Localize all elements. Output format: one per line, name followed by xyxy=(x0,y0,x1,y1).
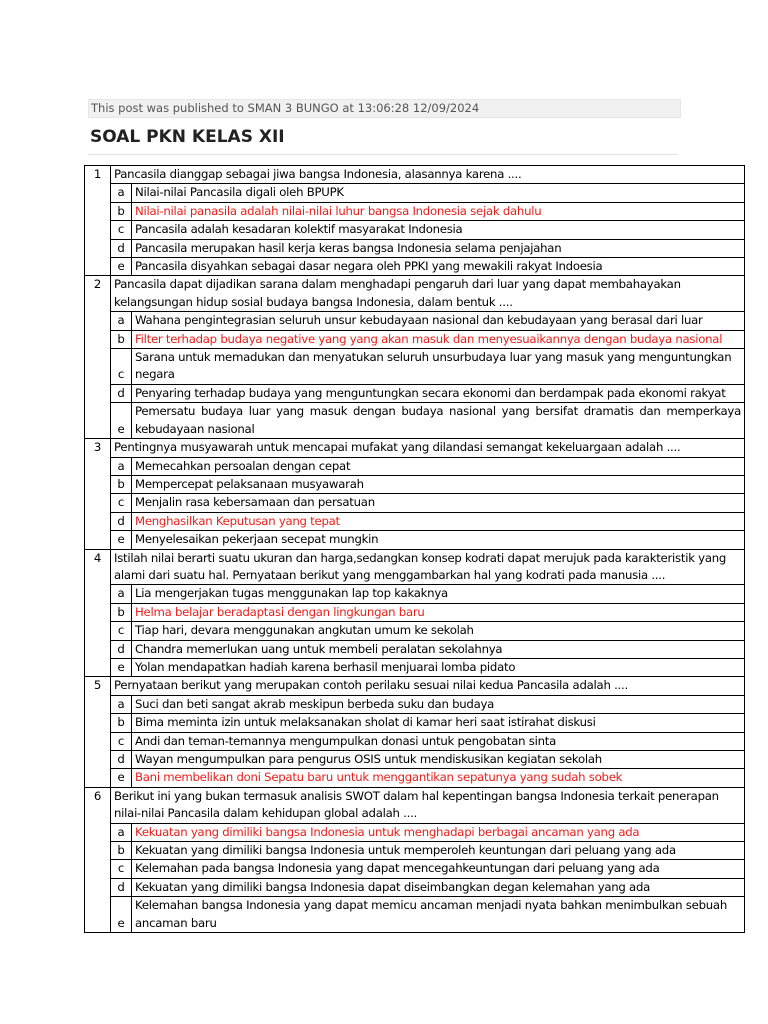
option-letter: d xyxy=(111,384,132,402)
option-text: Kekuatan yang dimiliki bangsa Indonesia untuk memperoleh keuntungan dari peluang yang ada xyxy=(132,842,745,860)
option-row xyxy=(85,860,745,878)
option-text: Pemersatu budaya luar yang masuk dengan budaya nasional yang bersifat dramatis dan memperkaya kebudayaan nasional xyxy=(132,403,745,439)
option-letter: e xyxy=(111,769,132,787)
option-letter: c xyxy=(111,349,132,385)
question-text: Berikut ini yang bukan termasuk analisis SWOT dalam hal kepentingan bangsa Indonesia terkait penerapan nilai-nilai Pancasila dalam kehidupan global adalah .... xyxy=(111,787,745,823)
question-row xyxy=(85,276,745,312)
option-text: Tiap hari, devara menggunakan angkutan umum ke sekolah xyxy=(132,622,745,640)
option-text: Nilai-nilai Pancasila digali oleh BPUPK xyxy=(132,184,745,202)
option-row xyxy=(85,312,745,330)
option-row xyxy=(85,531,745,549)
option-row xyxy=(85,349,745,385)
option-letter: d xyxy=(111,878,132,896)
option-letter: c xyxy=(111,732,132,750)
option-row xyxy=(85,640,745,658)
publish-info-bar xyxy=(88,99,681,118)
question-number: 4 xyxy=(85,549,111,677)
question-row xyxy=(85,166,745,184)
question-text: Pancasila dianggap sebagai jiwa bangsa Indonesia, alasannya karena .... xyxy=(111,166,745,184)
option-letter: d xyxy=(111,239,132,257)
option-text: Mempercepat pelaksanaan musyawarah xyxy=(132,475,745,493)
option-letter: b xyxy=(111,714,132,732)
option-letter: c xyxy=(111,494,132,512)
correct-answer-text: Menghasilkan Keputusan yang tepat xyxy=(132,512,745,530)
option-text: Suci dan beti sangat akrab meskipun berbeda suku dan budaya xyxy=(132,695,745,713)
option-text: Wayan mengumpulkan para pengurus OSIS untuk mendiskusikan kegiatan sekolah xyxy=(132,751,745,769)
option-row xyxy=(85,732,745,750)
title-divider xyxy=(88,154,678,155)
question-number: 3 xyxy=(85,439,111,549)
question-text: Istilah nilai berarti suatu ukuran dan harga,sedangkan konsep kodrati dapat merujuk pada karakteristik yang alami dari suatu hal. Pernyataan berikut yang menggambarkan hal yang kodrati pada manusia .... xyxy=(111,549,745,585)
option-row xyxy=(85,202,745,220)
option-row xyxy=(85,603,745,621)
question-table xyxy=(84,165,745,933)
option-text: Kelemahan pada bangsa Indonesia yang dapat mencegahkeuntungan dari peluang yang ada xyxy=(132,860,745,878)
publish-info-text: This post was published to SMAN 3 BUNGO at 13:06:28 12/09/2024 xyxy=(91,101,480,115)
option-row xyxy=(85,769,745,787)
option-row xyxy=(85,658,745,676)
correct-answer-text: Nilai-nilai panasila adalah nilai-nilai luhur bangsa Indonesia sejak dahulu xyxy=(132,202,745,220)
option-letter: e xyxy=(111,658,132,676)
option-row xyxy=(85,184,745,202)
question-number: 2 xyxy=(85,276,111,439)
option-letter: b xyxy=(111,603,132,621)
question-table-body xyxy=(85,166,745,933)
option-text: Bima meminta izin untuk melaksanakan sholat di kamar heri saat istirahat diskusi xyxy=(132,714,745,732)
option-row xyxy=(85,751,745,769)
question-row xyxy=(85,677,745,695)
option-text: Pancasila adalah kesadaran kolektif masyarakat Indonesia xyxy=(132,221,745,239)
option-text: Kelemahan bangsa Indonesia yang dapat memicu ancaman menjadi nyata bahkan menimbulkan sebuah ancaman baru xyxy=(132,897,745,933)
option-row xyxy=(85,475,745,493)
option-row xyxy=(85,221,745,239)
option-row xyxy=(85,330,745,348)
option-letter: a xyxy=(111,184,132,202)
option-row xyxy=(85,897,745,933)
question-text: Pernyataan berikut yang merupakan contoh perilaku sesuai nilai kedua Pancasila adalah .... xyxy=(111,677,745,695)
option-letter: c xyxy=(111,221,132,239)
option-text: Kekuatan yang dimiliki bangsa Indonesia dapat diseimbangkan degan kelemahan yang ada xyxy=(132,878,745,896)
option-letter: d xyxy=(111,751,132,769)
question-row xyxy=(85,549,745,585)
option-letter: a xyxy=(111,695,132,713)
option-letter: a xyxy=(111,312,132,330)
option-text: Pancasila merupakan hasil kerja keras bangsa Indonesia selama penjajahan xyxy=(132,239,745,257)
question-number: 6 xyxy=(85,787,111,932)
question-row xyxy=(85,787,745,823)
option-text: Menyelesaikan pekerjaan secepat mungkin xyxy=(132,531,745,549)
option-text: Pancasila disyahkan sebagai dasar negara oleh PPKI yang mewakili rakyat Indoesia xyxy=(132,258,745,276)
option-letter: d xyxy=(111,512,132,530)
correct-answer-text: Filter terhadap budaya negative yang yang akan masuk dan menyesuaikannya dengan budaya nasional xyxy=(132,330,745,348)
option-row xyxy=(85,842,745,860)
option-text: Chandra memerlukan uang untuk membeli peralatan sekolahnya xyxy=(132,640,745,658)
option-row xyxy=(85,239,745,257)
option-row xyxy=(85,457,745,475)
option-row xyxy=(85,622,745,640)
option-text: Andi dan teman-temannya mengumpulkan donasi untuk pengobatan sinta xyxy=(132,732,745,750)
option-letter: b xyxy=(111,842,132,860)
option-text: Sarana untuk memadukan dan menyatukan seluruh unsurbudaya luar yang masuk yang menguntungkan negara xyxy=(132,349,745,385)
option-letter: a xyxy=(111,457,132,475)
question-text: Pentingnya musyawarah untuk mencapai mufakat yang dilandasi semangat kekeluargaan adalah .... xyxy=(111,439,745,457)
option-text: Penyaring terhadap budaya yang menguntungkan secara ekonomi dan berdampak pada ekonomi rakyat xyxy=(132,384,745,402)
option-text: Yolan mendapatkan hadiah karena berhasil menjuarai lomba pidato xyxy=(132,658,745,676)
option-row xyxy=(85,585,745,603)
question-number: 5 xyxy=(85,677,111,787)
option-row xyxy=(85,714,745,732)
option-letter: c xyxy=(111,860,132,878)
option-row xyxy=(85,384,745,402)
question-number: 1 xyxy=(85,166,111,276)
option-letter: b xyxy=(111,475,132,493)
option-row xyxy=(85,403,745,439)
option-text: Wahana pengintegrasian seluruh unsur kebudayaan nasional dan kebudayaan yang berasal dari luar xyxy=(132,312,745,330)
option-row xyxy=(85,695,745,713)
option-letter: b xyxy=(111,330,132,348)
option-letter: e xyxy=(111,403,132,439)
option-text: Menjalin rasa kebersamaan dan persatuan xyxy=(132,494,745,512)
option-text: Lia mengerjakan tugas menggunakan lap top kakaknya xyxy=(132,585,745,603)
option-letter: e xyxy=(111,531,132,549)
correct-answer-text: Helma belajar beradaptasi dengan lingkungan baru xyxy=(132,603,745,621)
option-row xyxy=(85,494,745,512)
option-letter: c xyxy=(111,622,132,640)
option-row xyxy=(85,258,745,276)
option-letter: b xyxy=(111,202,132,220)
option-letter: e xyxy=(111,897,132,933)
option-letter: a xyxy=(111,585,132,603)
option-letter: e xyxy=(111,258,132,276)
correct-answer-text: Bani membelikan doni Sepatu baru untuk menggantikan sepatunya yang sudah sobek xyxy=(132,769,745,787)
question-row xyxy=(85,439,745,457)
option-text: Memecahkan persoalan dengan cepat xyxy=(132,457,745,475)
option-letter: a xyxy=(111,823,132,841)
option-row xyxy=(85,878,745,896)
correct-answer-text: Kekuatan yang dimiliki bangsa Indonesia untuk menghadapi berbagai ancaman yang ada xyxy=(132,823,745,841)
option-row xyxy=(85,512,745,530)
page-title: SOAL PKN KELAS XII xyxy=(90,127,285,147)
question-text: Pancasila dapat dijadikan sarana dalam menghadapi pengaruh dari luar yang dapat membahayakan kelangsungan hidup sosial budaya bangsa Indonesia, dalam bentuk .... xyxy=(111,276,745,312)
option-letter: d xyxy=(111,640,132,658)
option-row xyxy=(85,823,745,841)
